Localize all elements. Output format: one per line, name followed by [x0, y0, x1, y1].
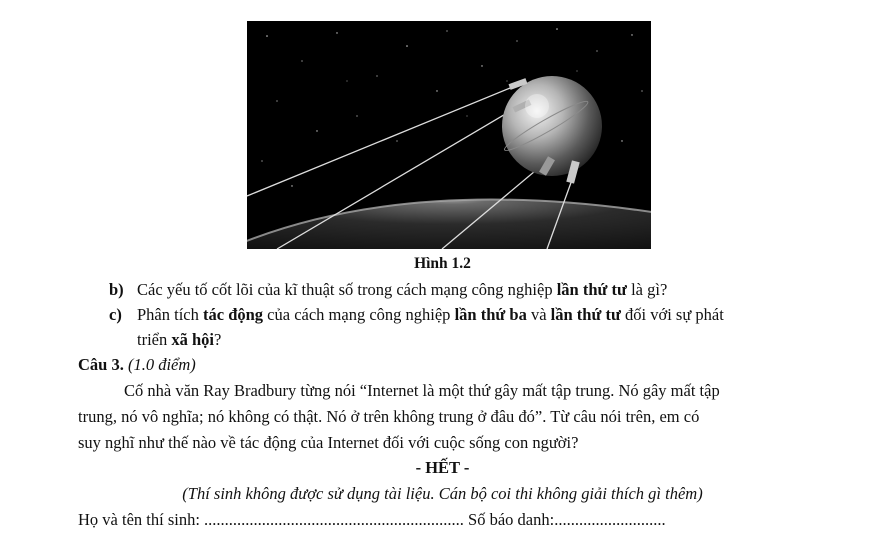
sputnik-satellite-icon: [247, 21, 651, 249]
question-3-line-2: trung, nó vô nghĩa; nó không có thật. Nó ở trên không trung ở đâu đó”. Từ câu nói trên, em có: [78, 407, 700, 426]
question-b-text-1: Các yếu tố cốt lõi của kĩ thuật số trong cách mạng công nghiệp: [137, 280, 557, 299]
question-c-line2-bold: xã hội: [171, 330, 215, 349]
question-c-line2-end: ?: [214, 330, 222, 349]
question-c-bold-3: lần thứ tư: [550, 305, 621, 324]
question-c-text-1: Phân tích: [137, 305, 203, 324]
question-c-line-2: [137, 330, 221, 350]
question-b-bold-1: lần thứ tư: [556, 280, 627, 299]
question-3-points: (1.0 điểm): [127, 355, 196, 374]
exam-note: (Thí sinh không được sử dụng tài liệu. Cán bộ coi thi không giải thích gì thêm): [182, 484, 703, 503]
question-3-heading: [78, 355, 196, 375]
question-c-bold-1: tác động: [203, 305, 264, 324]
question-c-line-1: [137, 305, 724, 325]
id-dots: ...........................: [554, 510, 666, 529]
question-3-line-3: suy nghĩ như thế nào về tác động của Internet đối với cuộc sống con người?: [78, 433, 579, 452]
end-marker: - HẾT -: [415, 458, 470, 477]
question-b-text: [137, 280, 667, 300]
question-b-letter: b): [109, 280, 124, 299]
name-dots: ...............................................................: [204, 510, 464, 529]
sputnik-image: [247, 21, 651, 249]
question-3-label: Câu 3.: [78, 355, 124, 374]
name-label: Họ và tên thí sinh:: [78, 510, 205, 529]
question-c-text-4: đối với sự phát: [620, 305, 724, 324]
id-label: Số báo danh:: [463, 510, 555, 529]
question-b-text-2: là gì?: [626, 280, 668, 299]
question-c-letter: c): [109, 305, 122, 324]
question-c-line2-text: triển: [137, 330, 172, 349]
figure-caption: Hình 1.2: [414, 255, 471, 272]
candidate-info: [78, 510, 666, 530]
question-c-text-2: của cách mạng công nghiệp: [263, 305, 455, 324]
question-3-line-1: Cố nhà văn Ray Bradbury từng nói “Internet là một thứ gây mất tập trung. Nó gây mất tập: [124, 381, 720, 400]
question-c-bold-2: lần thứ ba: [454, 305, 527, 324]
question-c-text-3: và: [526, 305, 551, 324]
